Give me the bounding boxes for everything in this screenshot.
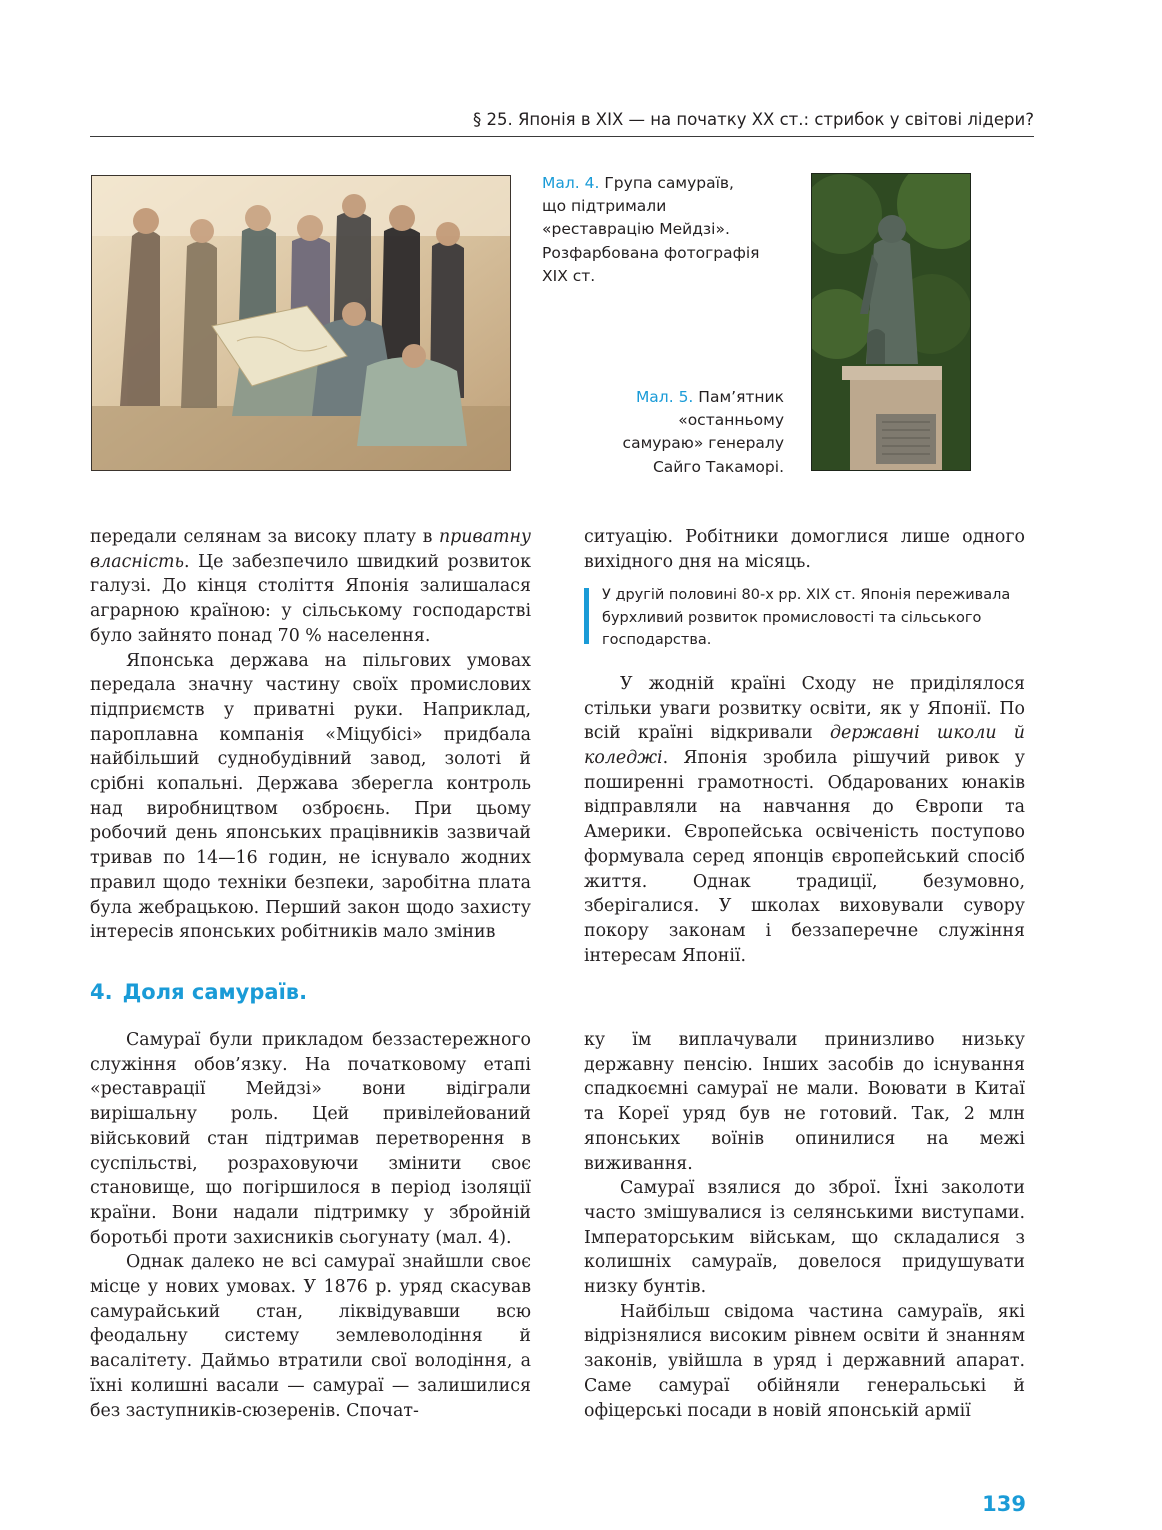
- text-run: . Це забезпечило швидкий розвиток галузі. До кінця століття Японія залишалася аграрною країною: у сільському господарстві було зайнято понад 70 % населення.: [90, 551, 531, 646]
- text-run: передали селянам за високу плату в: [90, 527, 439, 547]
- paragraph: [584, 672, 1025, 968]
- text-run: У жодній країні Сходу не приділялося стільки уваги розвитку освіти, як у Японії. По всій країні відкривали: [584, 673, 1025, 744]
- figure-4-text: Група самураїв, що підтримали «реставрацію Мейдзі». Розфарбована фотографія XIX ст.: [542, 174, 760, 285]
- column-top-right: [584, 525, 1025, 968]
- paragraph: ку їм виплачували принизливо низьку державну пенсію. Інших засобів до існування спадкоємні самураї не мали. Воювати в Китаї та Кореї уряд був не готовий. Так, 2 млн японських воїнів опинилися на межі виживання.: [584, 1030, 1025, 1174]
- saigo-takamori-monument-photo: [812, 174, 970, 470]
- column-bottom-left: [90, 1028, 531, 1423]
- note-text: У другій половині 80-х рр. XIX ст. Японія переживала бурхливий розвиток промисловості та сільського господарства.: [602, 587, 1011, 649]
- column-top-left: [90, 525, 531, 945]
- italic-term: державні школи й коледжі: [584, 723, 1025, 769]
- figure-5-text: Пам’ятник «останньому самураю» генералу Сайго Такаморі.: [622, 388, 784, 476]
- paragraph: Самураї були прикладом беззастережного служіння обов’язку. На початковому етапі «реставрації Мейдзі» вони відіграли вирішальну роль. Цей привілейований військовий стан підтримав перетворення в суспільстві, розраховуючи змінити своє становище, що погіршилося в період ізоляції країни. Вони надали підтримку у збройній боротьбі проти захисників сьогунату (мал. 4).: [90, 1030, 531, 1248]
- highlight-note: [584, 584, 1025, 652]
- paragraph: Японська держава на пільгових умовах передала значну частину своїх промислових підприємств у приватні руки. Наприклад, пароплавна компанія «Міцубісі» придбала найбільший суднобудівний завод, золоті й срібні копальні. Держава зберегла контроль над виробництвом озброєнь. При цьому робочий день японських працівників зазвичай тривав по 14—16 годин, не існувало жодних правил щодо техніки безпеки, заробітна плата була жебрацькою. Перший закон щодо захисту інтересів японських робітників мало змінив: [90, 650, 531, 943]
- running-head-text: § 25. Японія в XIX — на початку XX ст.: стрибок у світові лідери?: [472, 110, 1034, 129]
- section-title-text: Доля самураїв.: [122, 980, 308, 1004]
- page-number: 139: [982, 1492, 1026, 1516]
- running-head: [90, 108, 1034, 137]
- figure-4-label: Мал. 4.: [542, 174, 600, 192]
- column-bottom-right: [584, 1028, 1025, 1423]
- figure-5-label: Мал. 5.: [635, 388, 694, 406]
- paragraph: ситуацію. Робітники домоглися лише одного вихідного дня на місяць.: [584, 527, 1025, 572]
- paragraph: [90, 525, 531, 649]
- text-run: . Японія зробила рішучий ривок у поширенні грамотності. Обдарованих юнаків відправляли на навчання до Європи та Америки. Європейська освіченість поступово формувала серед японців європейський спосіб життя. Однак традиції, безумовно, зберігалися. У школах виховували сувору покору законам і беззаперечне служіння інтересам Японії.: [584, 748, 1025, 966]
- samurai-group-photo: [92, 176, 510, 470]
- paragraph: Найбільш свідома частина самураїв, які відрізнялися високим рівнем освіти й знанням законів, увійшла в уряд і державний апарат. Саме самураї обійняли генеральські й офіцерські посади в новій японській армії: [584, 1301, 1025, 1421]
- note-accent-bar: [584, 588, 589, 644]
- section-number: 4.: [90, 980, 113, 1004]
- figure-4-caption: [542, 172, 762, 288]
- section-heading: [90, 980, 307, 1004]
- figure-5-caption: [600, 386, 784, 479]
- paragraph: Самураї взялися до зброї. Їхні заколоти часто змішувалися із селянськими виступами. Імператорським військам, що складалися з колишніх самураїв, довелося придушувати низку бунтів.: [584, 1178, 1025, 1298]
- paragraph: Однак далеко не всі самураї знайшли своє місце у нових умовах. У 1876 р. уряд скасував самурайський стан, ліквідувавши всю феодальну систему землеволодіння й васалітету. Даймьо втратили свої володіння, а їхні колишні васали — самураї — залишилися без заступників-сюзеренів. Спочат-: [90, 1252, 531, 1421]
- italic-term: приватну власність: [90, 527, 531, 572]
